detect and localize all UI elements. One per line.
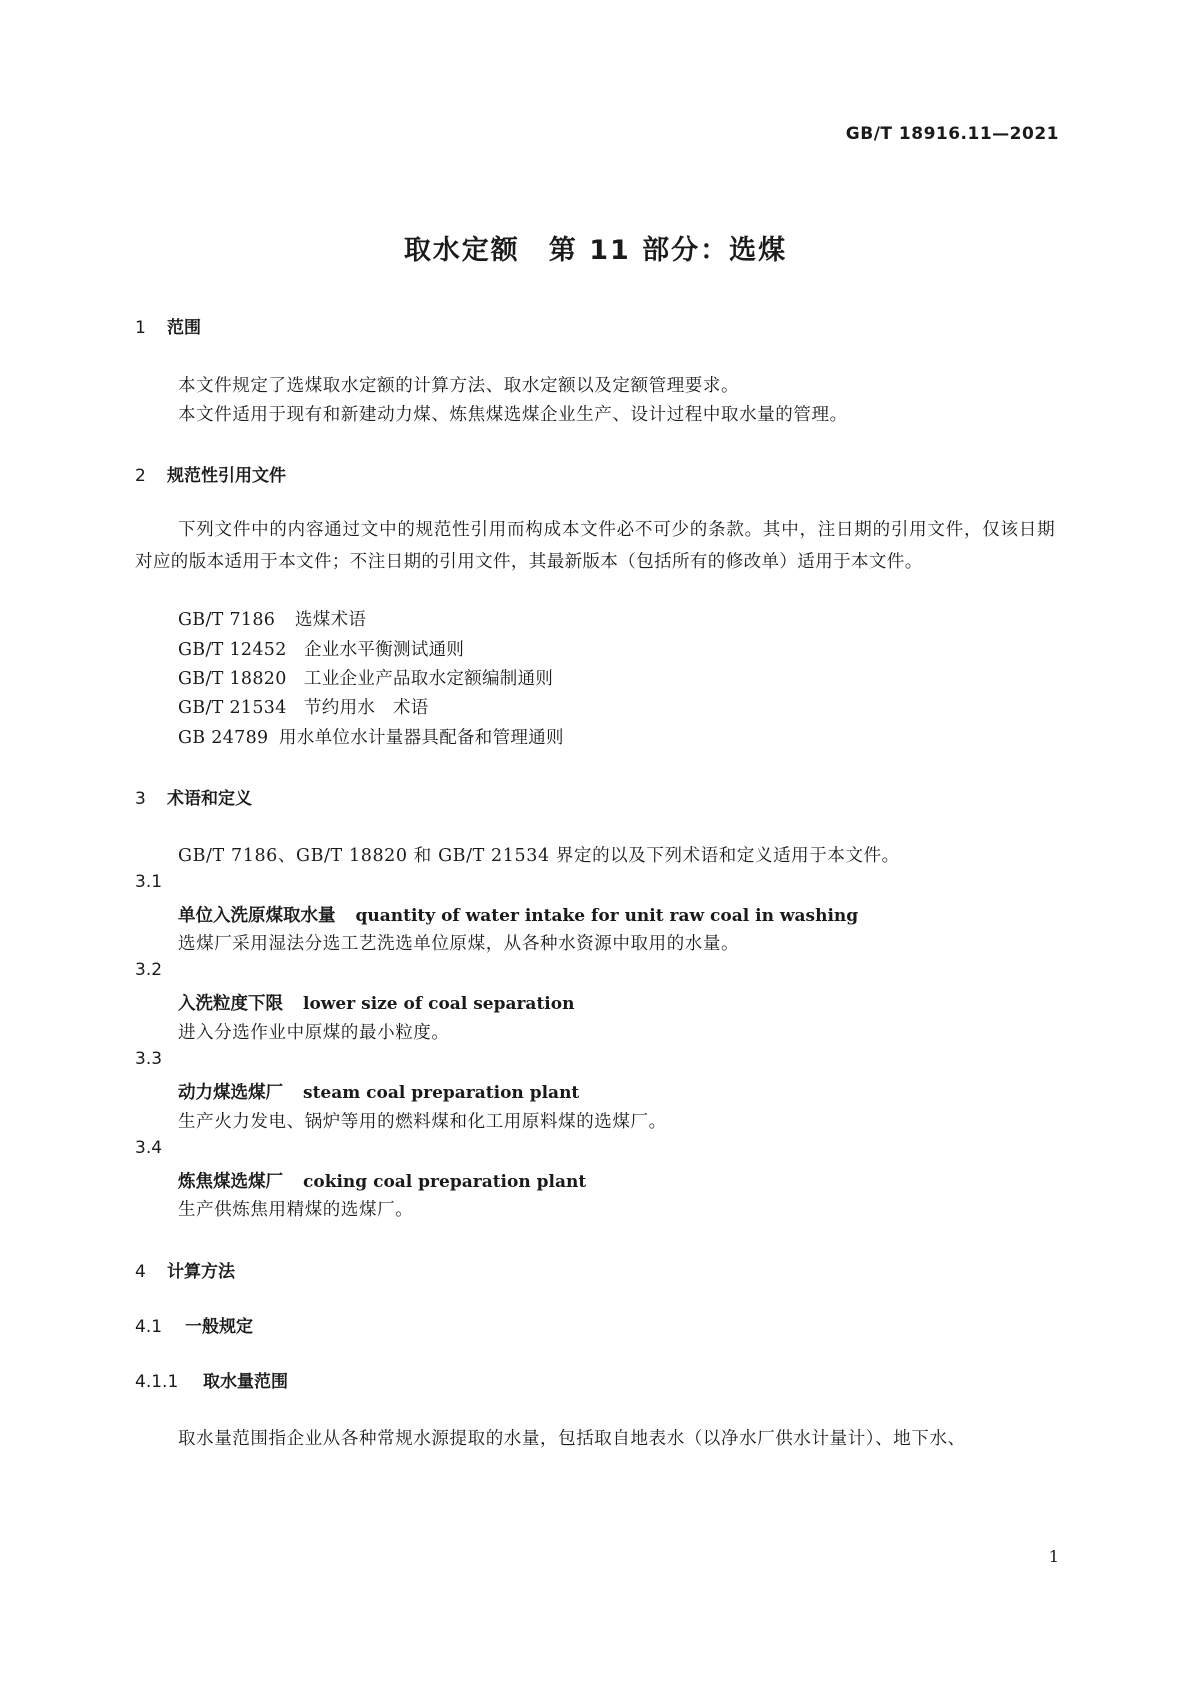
section-number: 4.1 [135, 1317, 163, 1337]
paragraph: 本文件规定了选煤取水定额的计算方法、取水定额以及定额管理要求。 [178, 376, 740, 396]
reference-code: GB/T 18820 [178, 669, 287, 689]
reference-title: 企业水平衡测试通则 [304, 640, 465, 660]
term-chinese: 动力煤选煤厂 [178, 1083, 283, 1103]
section-title: 一般规定 [185, 1317, 253, 1337]
reference-title: 选煤术语 [295, 610, 367, 630]
term-heading [178, 990, 574, 1015]
section-2-heading [135, 461, 286, 486]
reference-item [178, 665, 553, 690]
reference-title: 用水单位水计量器具配备和管理通则 [279, 728, 564, 748]
section-title: 计算方法 [167, 1262, 235, 1282]
page-number: 1 [1048, 1547, 1059, 1566]
term-definition: 生产供炼焦用精煤的选煤厂。 [178, 1200, 414, 1220]
section-3-heading [135, 784, 252, 809]
term-heading [178, 902, 858, 927]
term-english: coking coal preparation plant [303, 1172, 587, 1192]
term-heading [178, 1079, 579, 1104]
term-number: 3.3 [135, 1049, 163, 1069]
term-number: 3.1 [135, 872, 163, 892]
reference-code: GB/T 7186 [178, 610, 276, 630]
standard-number: GB/T 18916.11—2021 [845, 124, 1059, 144]
section-4-heading [135, 1257, 235, 1282]
document-title: 取水定额 第 11 部分：选煤 [403, 235, 788, 266]
reference-title: 工业企业产品取水定额编制通则 [304, 669, 554, 689]
section-title: 取水量范围 [203, 1372, 288, 1392]
term-number: 3.4 [135, 1138, 163, 1158]
section-title: 规范性引用文件 [167, 466, 286, 486]
term-chinese: 单位入洗原煤取水量 [178, 906, 336, 926]
section-number: 4.1.1 [135, 1372, 179, 1392]
paragraph: 下列文件中的内容通过文中的规范性引用而构成本文件必不可少的条款。其中，注日期的引用文件，仅该日期对应的版本适用于本文件；不注日期的引用文件，其最新版本（包括所有的修改单）适用于本文件。 [135, 520, 1055, 572]
term-definition: 进入分选作业中原煤的最小粒度。 [178, 1023, 450, 1043]
term-english: lower size of coal separation [303, 994, 575, 1014]
reference-code: GB 24789 [178, 728, 269, 748]
reference-title: 节约用水 术语 [304, 698, 429, 718]
reference-code: GB/T 21534 [178, 698, 287, 718]
section-number: 2 [135, 466, 146, 486]
paragraph: 本文件适用于现有和新建动力煤、炼焦煤选煤企业生产、设计过程中取水量的管理。 [178, 405, 848, 425]
paragraph: GB/T 7186、GB/T 18820 和 GB/T 21534 界定的以及下列术语和定义适用于本文件。 [178, 846, 900, 866]
term-number: 3.2 [135, 960, 163, 980]
reference-code: GB/T 12452 [178, 640, 287, 660]
section-number: 4 [135, 1262, 146, 1282]
section-number: 1 [135, 318, 146, 338]
term-definition: 选煤厂采用湿法分选工艺洗选单位原煤，从各种水资源中取用的水量。 [178, 934, 740, 954]
section-title: 范围 [167, 318, 201, 338]
term-chinese: 入洗粒度下限 [178, 994, 283, 1014]
reference-item [178, 636, 464, 661]
term-english: steam coal preparation plant [303, 1083, 580, 1103]
section-number: 3 [135, 789, 146, 809]
reference-item [178, 694, 429, 719]
term-heading [178, 1168, 586, 1193]
term-chinese: 炼焦煤选煤厂 [178, 1172, 283, 1192]
subsection-4-1-1-heading [135, 1367, 288, 1392]
section-title: 术语和定义 [167, 789, 252, 809]
term-definition: 生产火力发电、锅炉等用的燃料煤和化工用原料煤的选煤厂。 [178, 1112, 667, 1132]
section-1-heading [135, 313, 201, 338]
paragraph: 取水量范围指企业从各种常规水源提取的水量，包括取自地表水（以净水厂供水计量计）、地下水、 [178, 1429, 966, 1449]
reference-item [178, 724, 564, 749]
term-english: quantity of water intake for unit raw coal in washing [355, 906, 859, 926]
subsection-4-1-heading [135, 1312, 253, 1337]
reference-item [178, 606, 366, 631]
